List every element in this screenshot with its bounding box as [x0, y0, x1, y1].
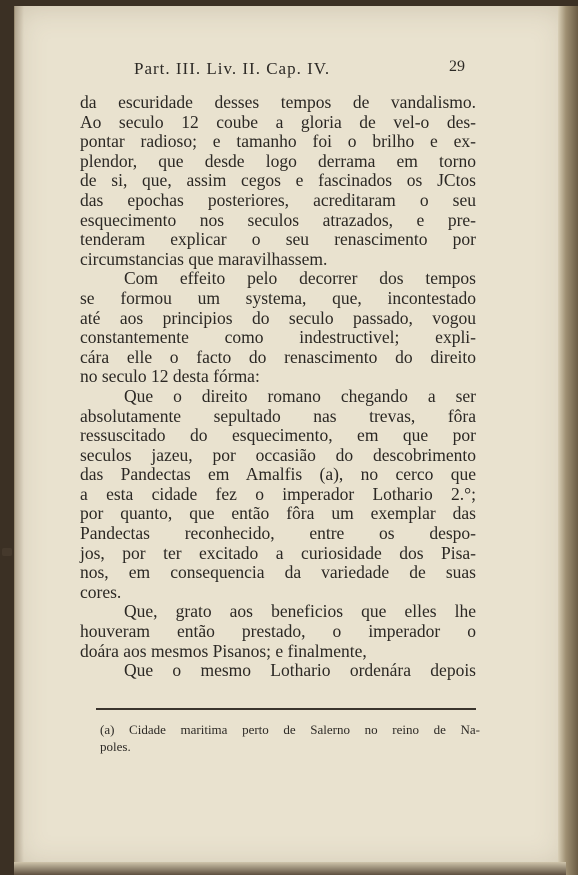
text-line: esquecimento nos seculos atrazados, e pre- — [80, 209, 476, 230]
text-line: das epochas posteriores, acreditaram o seu — [80, 189, 476, 210]
text-line: no seculo 12 desta fórma: — [80, 366, 260, 387]
footnote-line: (a) Cidade maritima perto de Salerno no reino de Na- — [100, 722, 480, 737]
text-line: Ao seculo 12 coube a gloria de vel-o des- — [80, 111, 476, 132]
text-line: plendor, que desde logo derrama em torno — [80, 150, 476, 171]
margin-blot — [2, 548, 12, 556]
page-stack-edge — [558, 6, 578, 875]
page-number: 29 — [449, 58, 465, 75]
footnote-rule — [96, 708, 476, 710]
text-line: Pandectas reconhecido, entre os despo- — [80, 523, 476, 544]
footnote-line: poles. — [100, 739, 131, 754]
text-line: Que o direito romano chegando a ser — [124, 385, 476, 406]
text-line: houveram então prestado, o imperador o — [80, 621, 476, 642]
text-line: pontar radioso; e tamanho foi o brilho e ex- — [80, 131, 476, 152]
text-line: de si, que, assim cegos e fascinados os JCtos — [80, 170, 476, 191]
text-line: tenderam explicar o seu renascimento por — [80, 229, 476, 250]
text-line: Que, grato aos beneficios que elles lhe — [124, 601, 476, 622]
page-bottom-edge — [14, 862, 566, 875]
text-line: das Pandectas em Amalfis (a), no cerco que — [80, 464, 476, 485]
text-line: doára aos mesmos Pisanos; e finalmente, — [80, 640, 367, 661]
text-line: constantemente como indestructivel; expli- — [80, 327, 476, 348]
text-line: cores. — [80, 581, 122, 602]
text-line: circumstancias que maravilhassem. — [80, 248, 328, 269]
page-gutter-shadow — [14, 6, 24, 868]
text-line: seculos jazeu, por occasião do descobrimento — [80, 444, 476, 465]
text-line: Com effeito pelo decorrer dos tempos — [124, 268, 476, 289]
text-line: da escuridade desses tempos de vandalismo. — [80, 92, 476, 112]
text-line: absolutamente sepultado nas trevas, fôra — [80, 405, 476, 426]
text-line: a esta cidade fez o imperador Lothario 2.°; — [80, 483, 476, 504]
text-line: jos, por ter excitado a curiosidade dos Pisa- — [80, 542, 476, 563]
text-line: se formou um systema, que, incontestado — [80, 287, 476, 308]
text-line: por quanto, que então fôra um exemplar das — [80, 503, 476, 524]
text-line: cára elle o facto do renascimento do direito — [80, 346, 476, 367]
footnote — [100, 721, 480, 755]
text-line: até aos principios do seculo passado, vogou — [80, 307, 476, 328]
running-header: Part. III. Liv. II. Cap. IV. — [134, 59, 331, 78]
text-line: ressuscitado do esquecimento, em que por — [80, 425, 476, 446]
body-text — [80, 93, 476, 681]
text-line: Que o mesmo Lothario ordenára depois — [124, 660, 476, 681]
text-line: nos, em consequencia da variedade de suas — [80, 562, 476, 583]
